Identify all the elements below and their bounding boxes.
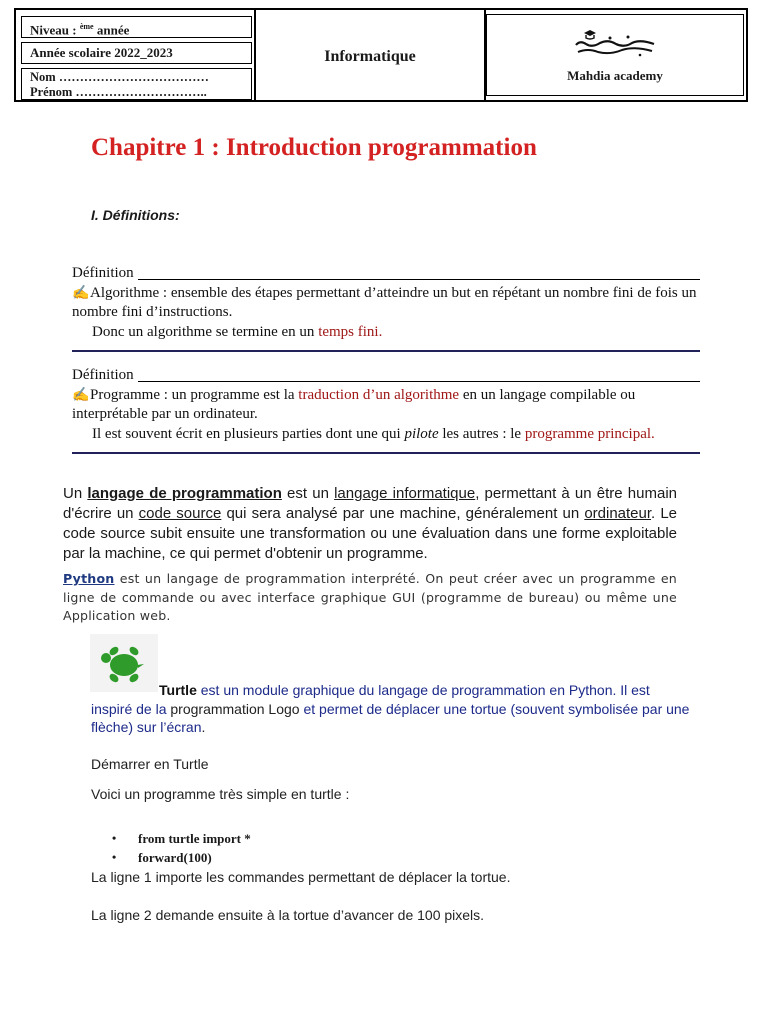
link-python[interactable]: Python [63, 571, 115, 586]
section-title: I. Définitions: [91, 207, 180, 223]
note-text: Il est souvent écrit en plusieurs parties dont une qui [92, 425, 405, 442]
definition-label: Définition [72, 367, 134, 383]
text: , permettant à un être humain d'écrire un [63, 485, 677, 522]
start-turtle-heading: Démarrer en Turtle [91, 756, 209, 772]
code-list [112, 829, 251, 867]
definition-text [72, 386, 700, 425]
name-box [21, 68, 252, 100]
note-italic: pilote [404, 425, 439, 442]
turtle-paragraph [91, 681, 691, 737]
explanation-line-2: La ligne 2 demande ensuite à la tortue d’avancer de 100 pixels. [91, 907, 485, 923]
program-intro: Voici un programme très simple en turtle : [91, 786, 350, 802]
text: Un [63, 485, 88, 502]
subject-box [254, 10, 486, 100]
definition-label: Définition [72, 265, 134, 281]
academy-name: Mahdia academy [567, 68, 663, 83]
divider [138, 381, 700, 382]
text: est un langage de programmation interprété. On peut créer avec un programme en ligne de commande ou avec interface graphique GUI (programme de bureau) ou même une Application web. [63, 571, 677, 623]
definition-header [72, 366, 700, 386]
code-line: • from turtle import * [112, 829, 251, 848]
niveau-sup: ème [79, 22, 94, 31]
definition-box-algorithme [72, 264, 700, 352]
niveau-annee: année [96, 22, 130, 38]
note-highlight: temps fini. [318, 323, 383, 340]
definition-note [72, 323, 700, 343]
definition-box-programme [72, 366, 700, 454]
student-info [21, 16, 252, 104]
definition-text [72, 284, 700, 323]
definition-body: en un langage compilable ou interprétable par un ordinateur. [72, 386, 636, 422]
divider [138, 279, 700, 280]
langage-paragraph [63, 484, 677, 564]
turtle-name: Turtle [159, 682, 197, 698]
link-code-source[interactable]: code source [138, 505, 222, 522]
niveau-label: Niveau : [30, 22, 77, 38]
text: qui sera analysé par une machine, généralement un [221, 505, 585, 522]
definition-body: Programme : un programme est la [90, 386, 299, 403]
definition-body: Algorithme : ensemble des étapes permettant d’atteindre un but en répétant un nombre fini de fois un nombre fini d’instructions. [72, 284, 697, 320]
python-paragraph [63, 570, 677, 626]
academy-logo [570, 29, 660, 57]
text: programmation Logo [170, 700, 300, 717]
text: est un module graphique du langage de programmation en Python. Il est inspiré de la [91, 682, 650, 717]
page-header [14, 8, 748, 102]
niveau-box [21, 16, 252, 38]
explanation-line-1: La ligne 1 importe les commandes permettant de déplacer la tortue. [91, 869, 511, 885]
writing-hand-icon: ✍ [72, 285, 90, 301]
chapter-title: Chapitre 1 : Introduction programmation [91, 134, 537, 161]
divider [72, 452, 700, 454]
nom-field: Nom ……………………………… [30, 70, 209, 84]
note-highlight: programme principal. [524, 425, 655, 442]
definition-header [72, 264, 700, 284]
annee-scolaire-box: Année scolaire 2022_2023 [21, 42, 252, 64]
subject-label: Informatique [324, 48, 416, 65]
definition-note [72, 425, 700, 445]
definition-highlight: traduction d’un algorithme [298, 386, 460, 403]
indent [91, 682, 159, 698]
academy-box [486, 14, 744, 96]
link-langage-informatique[interactable]: langage informatique [334, 485, 476, 502]
link-ordinateur[interactable]: ordinateur [584, 505, 652, 522]
divider [72, 350, 700, 352]
text: est un [281, 485, 335, 502]
note-text: les autres : le [438, 425, 525, 442]
prenom-field: Prénom ………………………….. [30, 85, 207, 99]
text: . [201, 719, 206, 735]
text: et permet de déplacer une tortue (souvent symbolisée par une flèche) sur l’écran [91, 700, 690, 735]
text: . Le code source subit ensuite une transformation ou une évaluation dans une forme exploitable par la machine, ce qui permet d'obtenir un programme. [63, 505, 678, 562]
code-line: • forward(100) [112, 848, 251, 867]
note-text: Donc un algorithme se termine en un [92, 323, 319, 340]
link-langage-de-programmation[interactable]: langage de programmation [87, 485, 282, 502]
writing-hand-icon: ✍ [72, 387, 90, 403]
